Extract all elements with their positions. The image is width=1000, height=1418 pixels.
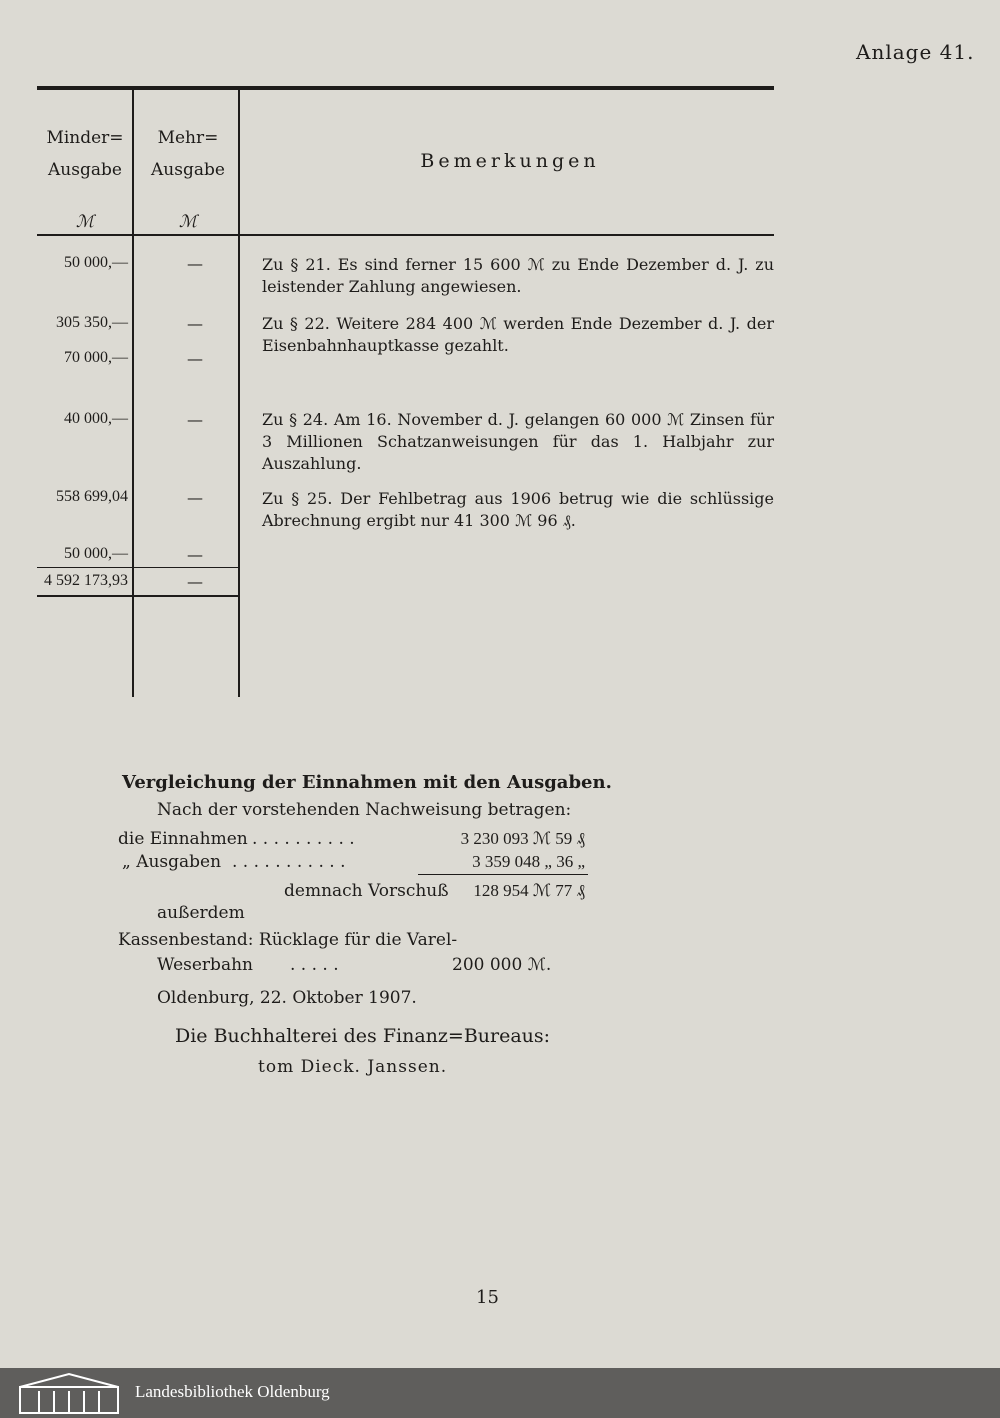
table-row: — xyxy=(187,410,203,429)
comparison-title: Vergleichung der Einnahmen mit den Ausgaben. xyxy=(122,772,612,793)
table-row: — xyxy=(187,314,203,333)
annex-label: Anlage 41. xyxy=(856,40,975,64)
income-dots: . . . . . . . . . . xyxy=(252,829,355,849)
signatures: tom Dieck. Janssen. xyxy=(258,1057,448,1077)
besides-label: außerdem xyxy=(157,903,245,923)
table-row: — xyxy=(187,349,203,368)
table-row: 305 350,— xyxy=(56,314,128,331)
table-row: — xyxy=(187,488,203,507)
remark-section-25: Zu § 25. Der Fehlbetrag aus 1906 betrug wie die schlüssige Abrechnung ergibt nur 41 300 ℳ 96 ₰. xyxy=(262,489,774,530)
expense-value: 3 359 048 „ 36 „ xyxy=(472,852,585,871)
table-row: 40 000,— xyxy=(64,410,128,427)
table-row: 50 000,— xyxy=(64,254,128,271)
col-minder-header-line2: Ausgabe xyxy=(48,160,122,180)
table-row: — xyxy=(187,545,203,564)
column-divider-2 xyxy=(238,90,240,697)
col-remarks-header: Bemerkungen xyxy=(420,150,600,172)
library-building-icon xyxy=(14,1371,124,1415)
advance-label: demnach Vorschuß xyxy=(284,881,449,901)
table-row: — xyxy=(187,254,203,273)
table-top-rule xyxy=(37,86,774,90)
cash-value: 200 000 ℳ. xyxy=(452,955,552,975)
table-header-rule xyxy=(37,234,774,236)
column-divider-1 xyxy=(132,90,134,697)
table-row: 558 699,04 xyxy=(56,488,128,505)
col-mehr-header-line1: Mehr= xyxy=(157,128,219,148)
library-name: Landesbibliothek Oldenburg xyxy=(135,1382,330,1401)
comparison-intro: Nach der vorstehenden Nachweisung betragen: xyxy=(157,800,572,820)
page-number: 15 xyxy=(476,1287,499,1308)
col-minder-unit: ℳ xyxy=(75,212,95,232)
table-total: 4 592 173,93 xyxy=(44,572,128,589)
income-value: 3 230 093 ℳ 59 ₰ xyxy=(460,829,585,848)
cash-label-line2: Weserbahn xyxy=(157,955,253,975)
cash-dots: . . . . . xyxy=(290,955,339,975)
remark-section-21: Zu § 21. Es sind ferner 15 600 ℳ zu Ende Dezember d. J. zu leistender Zahlung angewiesen. xyxy=(262,255,774,296)
remark-section-24: Zu § 24. Am 16. November d. J. gelangen 60 000 ℳ Zinsen für 3 Millionen Schatzanweisungen für das 1. Halbjahr zur Auszahlung. xyxy=(262,410,774,473)
col-mehr-header-line2: Ausgabe xyxy=(151,160,225,180)
table-total-mehr: — xyxy=(187,572,203,591)
table-row: 50 000,— xyxy=(64,545,128,562)
cash-label-line1: Kassenbestand: Rücklage für die Varel- xyxy=(118,930,458,950)
place-date: Oldenburg, 22. Oktober 1907. xyxy=(157,988,417,1008)
total-rule xyxy=(37,595,238,597)
advance-value: 128 954 ℳ 77 ₰ xyxy=(473,881,585,900)
remark-section-22: Zu § 22. Weitere 284 400 ℳ werden Ende Dezember d. J. der Eisenbahnhauptkasse gezahlt. xyxy=(262,314,774,355)
col-minder-header-line1: Minder= xyxy=(46,128,124,148)
table-row: 70 000,— xyxy=(64,349,128,366)
sum-rule xyxy=(418,874,588,875)
expense-label: „ Ausgaben xyxy=(122,852,222,872)
office-name: Die Buchhalterei des Finanz=Bureaus: xyxy=(175,1025,551,1047)
income-label: die Einnahmen xyxy=(118,829,248,849)
expense-dots: . . . . . . . . . . . xyxy=(232,852,346,872)
subtotal-rule xyxy=(37,567,238,568)
library-footer-bar xyxy=(0,1368,1000,1418)
col-mehr-unit: ℳ xyxy=(178,212,198,232)
